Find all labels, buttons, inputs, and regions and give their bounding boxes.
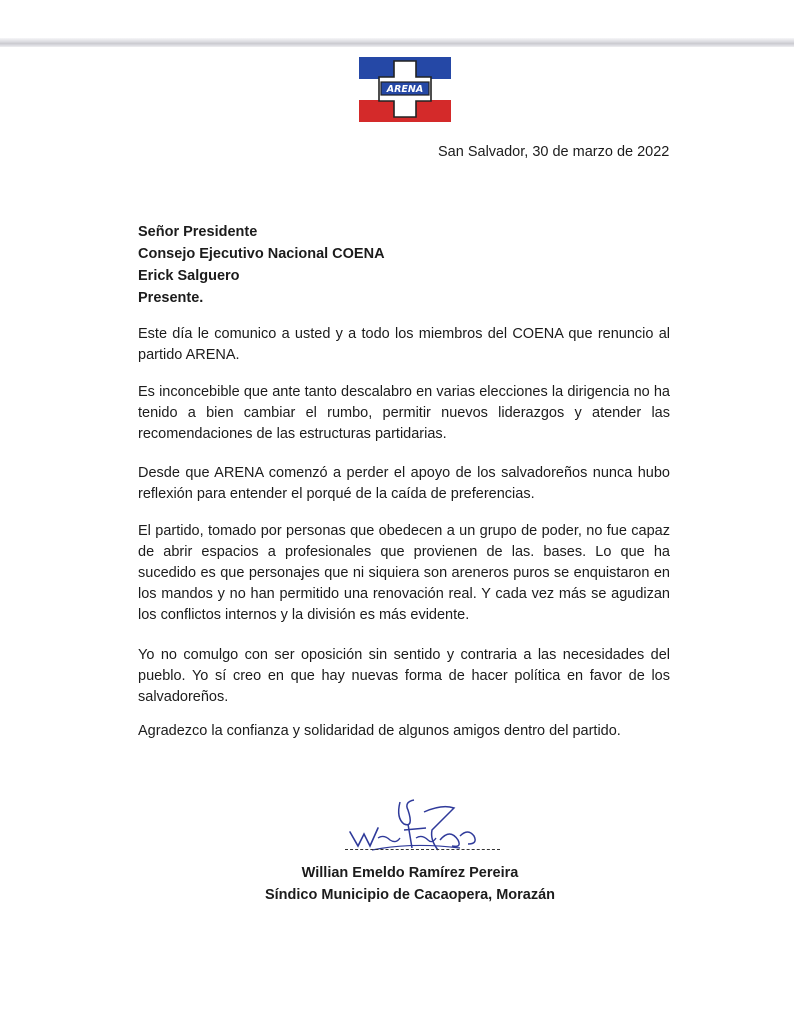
recipient-organization: Consejo Ejecutivo Nacional COENA xyxy=(138,246,385,262)
body-paragraph-4: El partido, tomado por personas que obedecen a un grupo de poder, no fue capaz de abrir espacios a profesionales que provienen de las. bases. Lo que ha sucedido es que personajes que ni siquiera son areneros puros se enquistaron en los mandos y no han permitido una renovación real. Y cada vez más se agudizan los conflictos internos y la división es más evidente. xyxy=(138,523,670,623)
logo-name-text: ARENA xyxy=(386,84,424,95)
arena-logo xyxy=(359,57,451,122)
letter-date: San Salvador, 30 de marzo de 2022 xyxy=(438,144,670,160)
recipient-presente: Presente. xyxy=(138,290,204,306)
body-paragraph-5: Yo no comulgo con ser oposición sin sentido y contraria a las necesidades del pueblo. Yo sí creo en que hay nuevas forma de hacer política en favor de los salvadoreños. xyxy=(138,647,670,705)
signer-block xyxy=(240,862,580,906)
recipient-title: Señor Presidente xyxy=(138,224,258,240)
body-paragraph-2: Es inconcebible que ante tanto descalabro en varias elecciones la dirigencia no ha tenido a bien cambiar el rumbo, permitir nuevos liderazgos y atender las recomendaciones de las estructuras partidarias. xyxy=(138,384,670,442)
signature-line xyxy=(345,849,500,850)
signer-name: Willian Emeldo Ramírez Pereira xyxy=(301,865,519,881)
body-paragraph-1: Este día le comunico a usted y a todo los miembros del COENA que renuncio al partido ARENA. xyxy=(138,326,670,363)
body-paragraph-3: Desde que ARENA comenzó a perder el apoyo de los salvadoreños nunca hubo reflexión para entender el porqué de la caída de preferencias. xyxy=(138,465,670,502)
recipient-block xyxy=(138,221,385,309)
signer-title: Síndico Municipio de Cacaopera, Morazán xyxy=(264,887,556,903)
body-paragraph-6: Agradezco la confianza y solidaridad de algunos amigos dentro del partido. xyxy=(138,723,621,739)
handwritten-signature xyxy=(342,798,492,860)
recipient-name: Erick Salguero xyxy=(138,268,240,284)
page-top-border xyxy=(0,38,794,47)
